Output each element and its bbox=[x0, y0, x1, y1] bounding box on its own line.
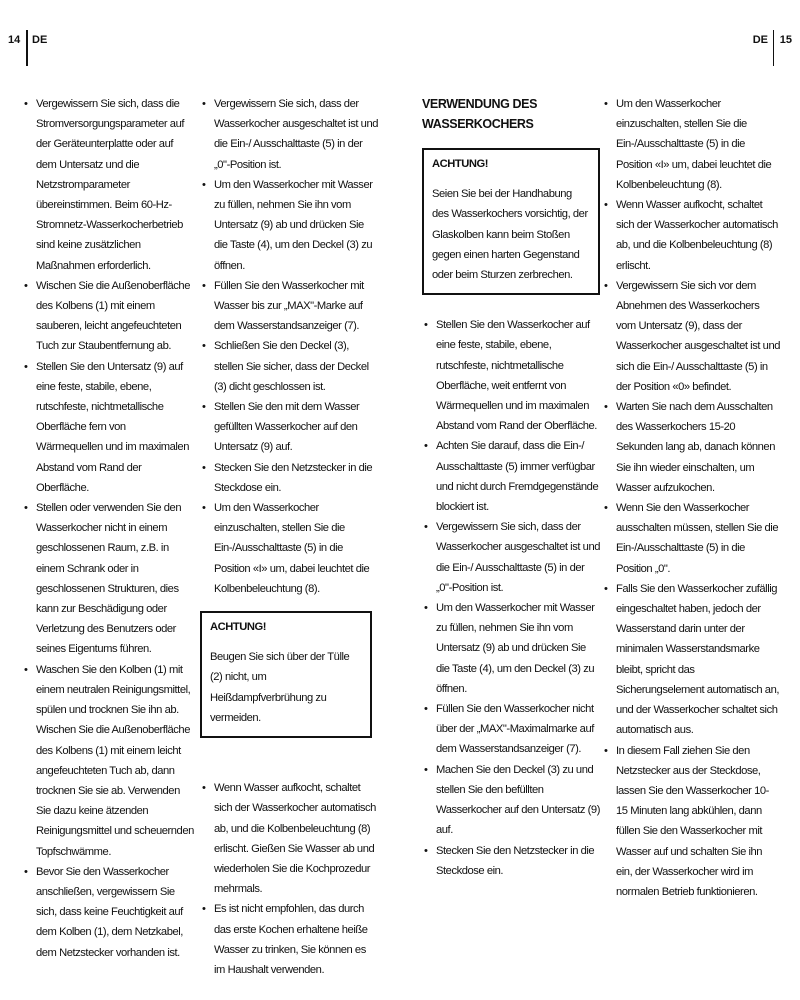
warning-box bbox=[200, 611, 372, 738]
list-item: • Stellen Sie den Wasserkocher auf eine feste, stabile, ebene, rutschfeste, nichtmetallische Oberfläche, weit entfernt von Wärmequellen und im maximalen Abstand vom Rand der Oberfläche. bbox=[422, 315, 600, 436]
list-item: • Achten Sie darauf, dass die Ein-/ Ausschalttaste (5) immer verfügbar und nicht durch Fremdgegenstände blockiert ist. bbox=[422, 436, 600, 517]
right-language-label: DE bbox=[752, 34, 768, 46]
list-item: • Es ist nicht empfohlen, das durch das erste Kochen erhaltene heiße Wasser zu trinken, Sie können es im Haushalt verwenden. bbox=[200, 899, 378, 980]
warning-text: Seien Sie bei der Handhabung des Wasserkochers vorsichtig, der Glaskolben kann beim Stoßen gegen einen harten Gegenstand oder beim Sturzen zerbrechen. bbox=[432, 188, 588, 282]
list-item: • Machen Sie den Deckel (3) zu und stellen Sie den befüllten Wasserkocher auf den Untersatz (9) auf. bbox=[422, 760, 600, 841]
list-item: • Wenn Wasser aufkocht, schaltet sich der Wasserkocher automatisch ab, und die Kolbenbeleuchtung (8) erlischt. bbox=[602, 195, 780, 276]
list-item: • Füllen Sie den Wasserkocher mit Wasser bis zur „MAX"-Marke auf dem Wasserstandsanzeiger (7). bbox=[200, 276, 378, 337]
column-1 bbox=[22, 94, 194, 963]
warning-title: ACHTUNG! bbox=[210, 621, 267, 634]
list-item: • Waschen Sie den Kolben (1) mit einem neutralen Reinigungsmittel, spülen und trocknen Sie ihn ab. Wischen Sie die Außenoberfläche des Kolbens (1) mit einem leicht angefeuchteten Tuch ab, dann trocknen Sie sie ab. Verwenden Sie dazu keine ätzenden Reinigungsmittel und scheuernden Topfschwämme. bbox=[22, 660, 194, 862]
list-item: • Bevor Sie den Wasserkocher anschließen, vergewissern Sie sich, dass keine Feuchtigkeit auf dem Kolben (1), dem Netzkabel, dem Netzstecker vorhanden ist. bbox=[22, 862, 194, 963]
instruction-list bbox=[22, 94, 194, 963]
column-2 bbox=[200, 94, 378, 980]
list-item: • Falls Sie den Wasserkocher zufällig eingeschaltet haben, jedoch der Wasserstand darin unter der minimalen Wasserstandsmarke bleibt, spricht das Sicherungselement automatisch an, und der Wasserkocher schaltet sich automatisch aus. bbox=[602, 579, 780, 741]
list-item: • Vergewissern Sie sich, dass die Stromversorgungsparameter auf der Geräteunterplatte oder auf dem Untersatz und die Netzstromparameter übereinstimmen. Beim 60-Hz-Stromnetz-Wasserkocherbetrieb sind keine zusätzlichen Maßnahmen erforderlich. bbox=[22, 94, 194, 276]
left-header-divider bbox=[26, 30, 28, 66]
section-title: VERWENDUNG DES WASSERKOCHERS bbox=[422, 97, 538, 131]
right-header-divider bbox=[773, 30, 775, 66]
list-item: • Warten Sie nach dem Ausschalten des Wasserkochers 15-20 Sekunden lang ab, danach können Sie ihn wieder einschalten, um Wasser aufzukochen. bbox=[602, 397, 780, 498]
list-item: • Füllen Sie den Wasserkocher nicht über der „MAX"-Maximalmarke auf dem Wasserstandsanzeiger (7). bbox=[422, 699, 600, 760]
list-item: • Um den Wasserkocher einzuschalten, stellen Sie die Ein-/Ausschalttaste (5) in die Position «I» um, dabei leuchtet die Kolbenbeleuchtung (8). bbox=[200, 498, 378, 599]
list-item: • In diesem Fall ziehen Sie den Netzstecker aus der Steckdose, lassen Sie den Wasserkocher 10-15 Minuten lang abkühlen, dann füllen Sie den Wasserkocher mit Wasser auf und schalten Sie ihn ein, der Wasserkocher wird im normalen Betrieb funktionieren. bbox=[602, 741, 780, 903]
list-item: • Um den Wasserkocher einzuschalten, stellen Sie die Ein-/Ausschalttaste (5) in die Position «I» um, dabei leuchtet die Kolbenbeleuchtung (8). bbox=[602, 94, 780, 195]
right-page-number: 15 bbox=[779, 34, 792, 46]
column-3 bbox=[422, 94, 600, 881]
instruction-list bbox=[200, 94, 378, 599]
instruction-list bbox=[200, 778, 378, 980]
list-item: • Schließen Sie den Deckel (3), stellen Sie sicher, dass der Deckel (3) dicht geschlossen ist. bbox=[200, 336, 378, 397]
left-page-number: 14 bbox=[8, 34, 21, 46]
list-item: • Vergewissern Sie sich, dass der Wasserkocher ausgeschaltet ist und die Ein-/ Ausschalttaste (5) in der „0"-Position ist. bbox=[422, 517, 600, 598]
list-item: • Vergewissern Sie sich vor dem Abnehmen des Wasserkochers vom Untersatz (9), dass der Wasserkocher ausgeschaltet ist und sich die Ein-/ Ausschalttaste (5) in der Position «0» befindet. bbox=[602, 276, 780, 397]
warning-text: Beugen Sie sich über der Tülle (2) nicht, um Heißdampfverbrühung zu vermeiden. bbox=[210, 651, 350, 724]
list-item: • Stellen oder verwenden Sie den Wasserkocher nicht in einem geschlossenen Raum, z.B. in einem Schrank oder in geschlossenen Strukturen, dies kann zur Beschädigung oder Verletzung des Benutzers oder seines Eigentums führen. bbox=[22, 498, 194, 660]
list-item: • Wenn Sie den Wasserkocher ausschalten müssen, stellen Sie die Ein-/Ausschalttaste (5) in die Position „0". bbox=[602, 498, 780, 579]
list-item: • Um den Wasserkocher mit Wasser zu füllen, nehmen Sie ihn vom Untersatz (9) ab und drücken Sie die Taste (4), um den Deckel (3) zu öffnen. bbox=[422, 598, 600, 699]
instruction-list bbox=[602, 94, 780, 902]
warning-box bbox=[422, 148, 600, 295]
list-item: • Stellen Sie den Untersatz (9) auf eine feste, stabile, ebene, rutschfeste, nichtmetallische Oberfläche fern von Wärmequellen und im maximalen Abstand vom Rand der Oberfläche. bbox=[22, 357, 194, 498]
instruction-list bbox=[422, 315, 600, 881]
list-item: • Wenn Wasser aufkocht, schaltet sich der Wasserkocher automatisch ab, und die Kolbenbeleuchtung (8) erlischt. Gießen Sie Wasser ab und wiederholen Sie die Kochprozedur mehrmals. bbox=[200, 778, 378, 899]
column-4 bbox=[602, 94, 780, 902]
warning-title: ACHTUNG! bbox=[432, 158, 489, 170]
list-item: • Vergewissern Sie sich, dass der Wasserkocher ausgeschaltet ist und die Ein-/ Ausschalttaste (5) in der „0"-Position ist. bbox=[200, 94, 378, 175]
list-item: • Um den Wasserkocher mit Wasser zu füllen, nehmen Sie ihn vom Untersatz (9) ab und drücken Sie die Taste (4), um den Deckel (3) zu öffnen. bbox=[200, 175, 378, 276]
left-language-label: DE bbox=[32, 34, 48, 46]
list-item: • Stellen Sie den mit dem Wasser gefüllten Wasserkocher auf den Untersatz (9) auf. bbox=[200, 397, 378, 458]
list-item: • Stecken Sie den Netzstecker in die Steckdose ein. bbox=[200, 458, 378, 498]
list-item: • Wischen Sie die Außenoberfläche des Kolbens (1) mit einem sauberen, leicht angefeuchteten Tuch zur Staubentfernung ab. bbox=[22, 276, 194, 357]
right-page-header bbox=[752, 34, 792, 54]
list-item: • Stecken Sie den Netzstecker in die Steckdose ein. bbox=[422, 841, 600, 881]
